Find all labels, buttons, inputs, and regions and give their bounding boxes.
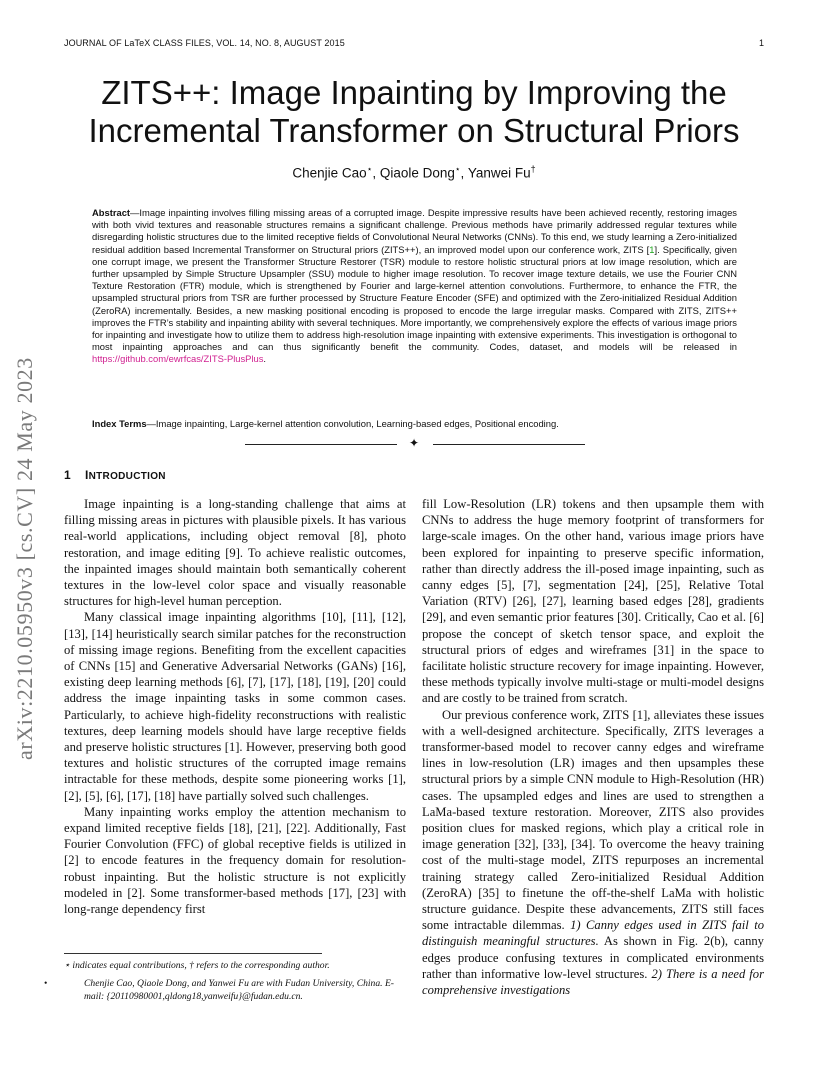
code-repo-link[interactable]: https://github.com/ewrfcas/ZITS-PlusPlus xyxy=(92,353,264,365)
intro-paragraph-5-tail: As shown in Fig. 2(b), canny edges produce confusing textures in complicated environments rather than informative low-level structures. xyxy=(422,934,764,981)
abstract xyxy=(92,207,737,366)
divider-line-right xyxy=(433,444,585,445)
left-column xyxy=(64,496,406,917)
author-1: Chenjie Cao xyxy=(292,165,367,181)
paper-title xyxy=(64,74,764,150)
footnote-bullet: • xyxy=(44,978,48,990)
section-divider xyxy=(245,436,585,450)
footnote-contributions: ⋆ indicates equal contributions, † refers to the corresponding author. xyxy=(64,960,330,971)
author-2: Qiaole Dong xyxy=(379,165,455,181)
section-number: 1 xyxy=(64,468,71,482)
index-terms xyxy=(92,418,737,430)
intro-paragraph-5 xyxy=(422,707,764,999)
footnote-affiliation-text: Chenjie Cao, Qiaole Dong, and Yanwei Fu are with Fudan University, China. E-mail: {20110980001,qldong18,yanweifu}@fudan.edu.cn. xyxy=(84,978,395,1002)
abstract-citation[interactable]: 1 xyxy=(649,243,655,255)
dilemma-1: 1) Canny edges used in ZITS fail to distinguish meaningful structures. xyxy=(422,918,764,949)
page-number: 1 xyxy=(758,38,764,48)
corresponding-author-mark: † xyxy=(530,164,536,174)
abstract-text-1: —Image inpainting involves filling missing areas of a corrupted image. Despite impressive results have been achieved recently, restoring images with both vivid textures and reasonable structures remains a significant challenge. Previous methods have primarily addressed regular textures while disregarding holistic structures due to the limited receptive fields of Convolutional Neural Networks (CNNs). To this end, we study learning a Zero-initialized residual addition based Incremental Transformer on Structural priors (ZITS++), an improved model upon our conference work, ZITS [ xyxy=(92,207,737,255)
divider-line-left xyxy=(245,444,397,445)
index-terms-text: —Image inpainting, Large-kernel attention convolution, Learning-based edges, Positional encoding. xyxy=(146,418,559,429)
running-header: JOURNAL OF LaTeX CLASS FILES, VOL. 14, NO. 8, AUGUST 2015 xyxy=(64,38,345,48)
index-terms-label: Index Terms xyxy=(92,418,147,429)
intro-paragraph-1: Image inpainting is a long-standing challenge that aims at filling missing areas in pictures with plausible pixels. It has various real-world applications, including object removal [8], photo restoration, and image editing [9]. To achieve realistic outcomes, the inpainted images should maintain both semantically coherent textures in the low-level color space and visually reasonable structures for high-level human perception. xyxy=(64,497,406,609)
dilemma-2: 2) There is a need for comprehensive investigations xyxy=(422,966,764,998)
arxiv-watermark: arXiv:2210.05950v3 [cs.CV] 24 May 2023 xyxy=(12,357,37,760)
equal-contribution-mark-2: ⋆ xyxy=(454,164,461,174)
author-list: Chenjie Cao⋆, Qiaole Dong⋆, Yanwei Fu† xyxy=(292,164,536,181)
title-line-1: ZITS++: Image Inpainting by Improving the xyxy=(101,74,727,111)
right-column xyxy=(422,496,764,998)
section-heading-introduction xyxy=(64,468,166,482)
title-line-2: Incremental Transformer on Structural Priors xyxy=(88,112,740,149)
divider-diamond-icon: ✦ xyxy=(409,436,420,450)
abstract-label: Abstract xyxy=(92,207,131,218)
intro-paragraph-2: Many classical image inpainting algorithms [10], [11], [12], [13], [14] heuristically search similar patches for the reconstruction of missing image regions. Benefiting from the excellent capacities of CNNs [15] and Generative Adversarial Networks (GANs) [16], existing deep learning methods [6], [7], [17], [18], [19], [20] could address the image inpainting tasks in some common cases. Particularly, to achieve high-fidelity reconstructions with realistic textures, deep learning models should have large receptive fields and preserve holistic structures [1]. However, preserving both good textures and holistic structures of the corrupted image remains intractable for these methods, despite some pioneering works [1], [2], [5], [6], [17], [18] have partially solved such challenges. xyxy=(64,610,406,803)
section-title-rest: NTRODUCTION xyxy=(88,471,166,482)
abstract-text-2: ]. Specifically, given one corrupt image, we present the Transformer Structure Restorer (TSR) module to restore holistic structural priors at low image resolution, which are further upsampled by Simple Structure Upsampler (SSU) module to higher image resolution. To recover image texture details, we use the Fourier CNN Texture Restoration (FTR) module, which is strengthened by Fourier and large-kernel attention convolutions. Furthermore, to enhance the FTR, the upsampled structural priors from TSR are further processed by Structure Feature Encoder (SFE) and optimized with the Zero-initialized Residual Addition (ZeroRA) incrementally. Besides, a new masking positional encoding is proposed to encode the large irregular masks. Compared with ZITS, ZITS++ improves the FTR’s stability and inpainting ability with several techniques. More importantly, we comprehensively explore the effects of various image priors for inpainting and investigate how to utilize them to address high-resolution image inpainting with extensive experiments. This investigation is orthogonal to most inpainting approaches and can thus significantly benefit the community. Codes, dataset, and models will be released in xyxy=(92,243,737,353)
author-3: Yanwei Fu xyxy=(467,165,531,181)
intro-paragraph-5-text: Our previous conference work, ZITS [1], alleviates these issues with a well-designed architecture. Specifically, ZITS leverages a transformer-based model to recover canny edges and wireframe lines in low-resolution (LR) images and then upsamples these structural priors by a simple CNN module to High-Resolution (HR) cases. The upsampled edges and lines are used to strengthen a LaMa-based texture restoration. Moreover, ZITS also provides position clues for masked regions, which play a critical role in image generation [32], [33], [34]. To overcome the heavy training cost of the multi-stage model, ZITS repurposes an incremental training strategy called Zero-initialized Residual Addition (ZeroRA) [35] to finetune the off-the-shelf LaMa with holistic structure guidance. Despite these advancements, ZITS still faces some intractable dilemmas. xyxy=(422,707,764,933)
section-title-initial: I xyxy=(84,468,89,482)
footnote-rule xyxy=(64,953,322,954)
intro-paragraph-3: Many inpainting works employ the attention mechanism to expand limited receptive fields [18], [21], [22]. Additionally, Fast Fourier Convolution (FFC) of global receptive fields is utilized in [2] to encode features in the frequency domain for resolution-robust inpainting. But the holistic structure is not explicitly modeled in [2]. Some transformer-based methods [17], [23] with long-range dependency first xyxy=(64,804,406,917)
abstract-text-3: . xyxy=(263,353,267,365)
footnote-affiliation xyxy=(44,978,406,1003)
equal-contribution-mark: ⋆ xyxy=(366,164,373,174)
footnotes xyxy=(44,960,406,1009)
intro-paragraph-4: fill Low-Resolution (LR) tokens and then upsample them with CNNs to address the huge memory footprint of transformers for large-scale images. On the other hand, various image priors have been explored for inpainting to preserve specific information, rather than directly address the ill-posed image inpainting, such as canny edges [5], [7], segmentation [24], [25], Relative Total Variation (RTV) [26], [27], learning based edges [28], gradients [29], and even semantic prior features [30]. Critically, Cao et al. [6] propose the concept of sketch tensor space, and exploit the structural priors of edges and wireframes [31] in the space to facilitate holistic structure recovery for image inpainting. However, these methods typically involve multi-stage or multi-model designs and are costly to be trained from scratch. xyxy=(422,497,764,706)
